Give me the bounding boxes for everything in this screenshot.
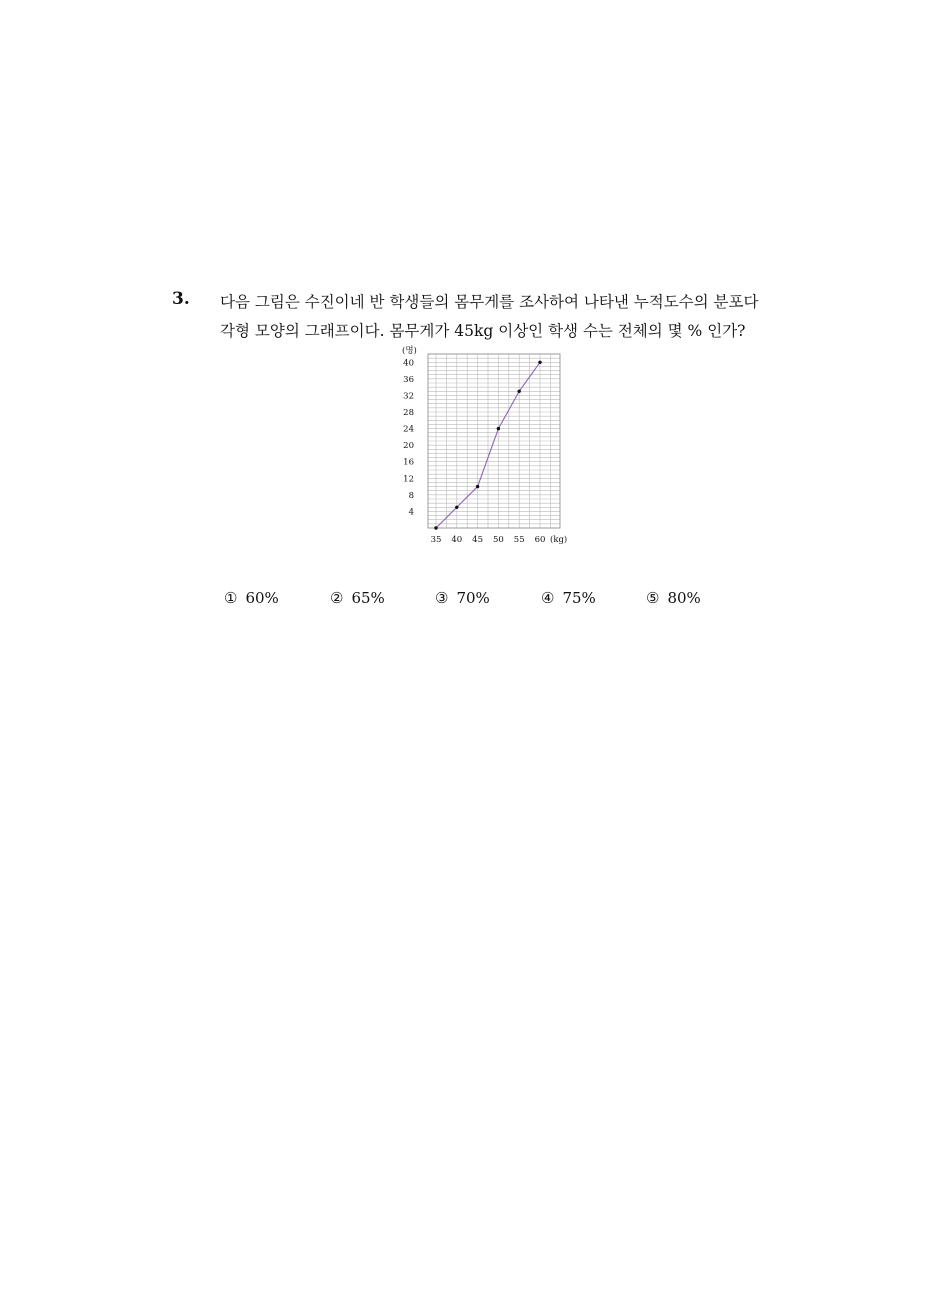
x-tick-label: 60 [534, 535, 546, 545]
choice-mark: ② [330, 589, 344, 607]
choice-mark: ① [224, 589, 238, 607]
choice-2[interactable] [330, 589, 385, 607]
data-point [497, 427, 500, 430]
choice-1[interactable] [224, 589, 279, 607]
question-number: 3. [172, 289, 190, 309]
y-tick-label: 4 [408, 507, 414, 518]
y-tick-label: 24 [403, 424, 414, 435]
answer-choices [224, 589, 744, 611]
choice-mark: ④ [541, 589, 555, 607]
choice-text: 70% [456, 589, 490, 607]
y-tick-label: 20 [403, 441, 414, 452]
x-tick-label: 55 [513, 535, 525, 545]
question-line-1: 다음 그림은 수진이네 반 학생들의 몸무게를 조사하여 나타낸 누적도수의 분포다 [220, 293, 759, 311]
y-tick-label: 28 [403, 408, 414, 418]
cumulative-frequency-chart [360, 342, 580, 548]
y-tick-label: 8 [408, 490, 414, 501]
y-tick-label: 40 [403, 358, 414, 369]
question-line-2: 각형 모양의 그래프이다. 몸무게가 45kg 이상인 학생 수는 전체의 몇 % 인가? [220, 322, 746, 340]
choice-text: 75% [562, 589, 596, 607]
data-point [455, 506, 458, 509]
y-tick-label: 12 [403, 474, 414, 485]
choice-mark: ⑤ [646, 589, 660, 607]
x-tick-label: 45 [472, 535, 484, 545]
choice-mark: ③ [435, 589, 449, 607]
choice-5[interactable] [646, 589, 701, 607]
x-tick-label: 50 [492, 535, 504, 545]
x-tick-label: 35 [430, 535, 442, 545]
x-axis-label: (kg) [550, 535, 568, 545]
choice-4[interactable] [541, 589, 596, 607]
choice-text: 80% [667, 589, 701, 607]
data-point [518, 390, 521, 393]
data-point [538, 361, 541, 364]
y-axis-label: (명) [402, 346, 417, 356]
choice-text: 60% [245, 589, 279, 607]
y-tick-label: 36 [403, 374, 414, 385]
question-text [220, 288, 820, 346]
y-tick-label: 32 [403, 391, 414, 402]
choice-text: 65% [351, 589, 385, 607]
data-point [434, 526, 437, 529]
choice-3[interactable] [435, 589, 490, 607]
data-point [476, 485, 479, 488]
y-tick-label: 16 [403, 457, 414, 468]
x-tick-label: 40 [451, 535, 463, 545]
